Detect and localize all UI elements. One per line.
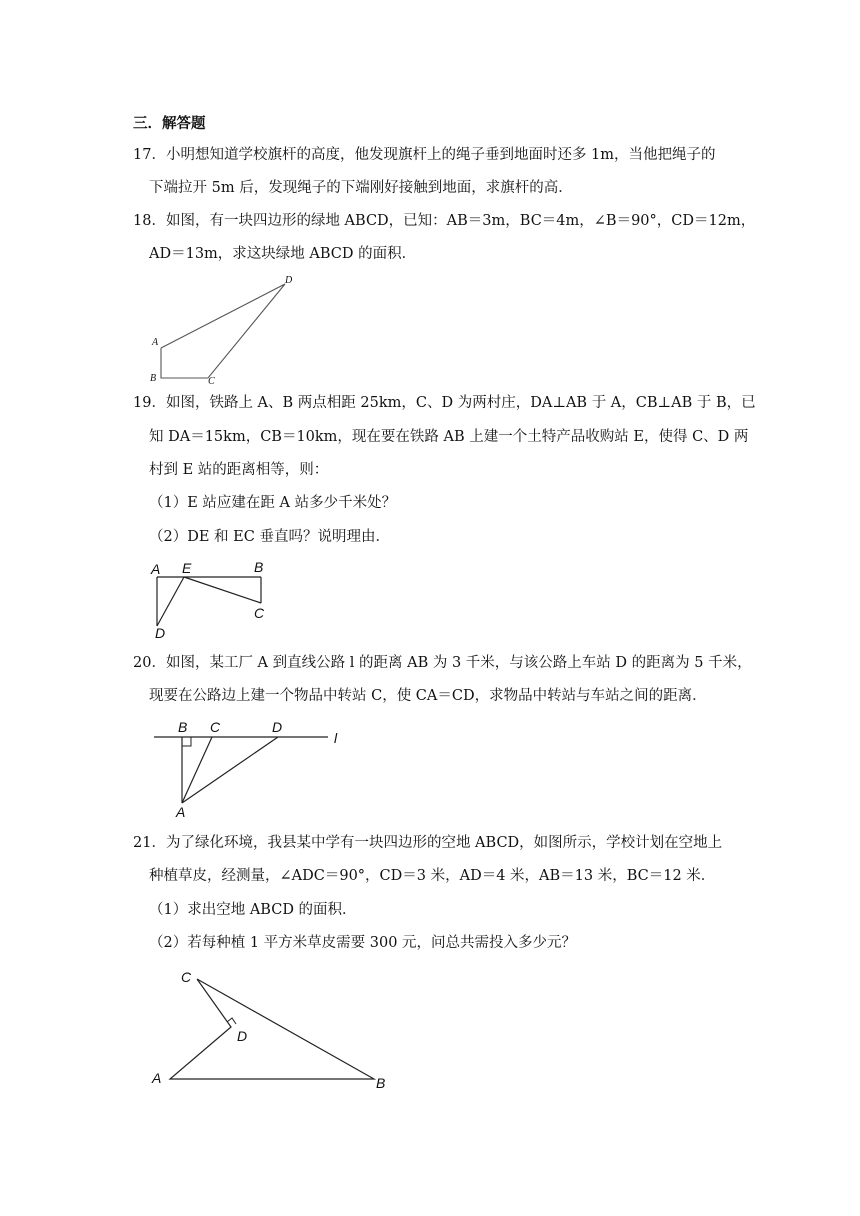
q19-line-3: 村到 E 站的距离相等，则： <box>149 462 329 478</box>
q18-label-b: B <box>150 373 157 384</box>
q20-figure <box>150 713 350 821</box>
q18-line-1: 18．如图，有一块四边形的绿地 ABCD，已知：AB＝3m，BC＝4m，∠B＝90°，CD＝12m， <box>133 213 756 229</box>
q19-label-d: D <box>155 625 166 641</box>
q18-label-d: D <box>285 275 293 286</box>
q19-line-1: 19．如图，铁路上 A、B 两点相距 25km，C、D 为两村庄，DA⊥AB 于 A，CB⊥AB 于 B，已 <box>133 395 756 411</box>
q21-sub-2: （2）若每种植 1 平方米草皮需要 300 元，问总共需投入多少元？ <box>149 935 577 951</box>
q20-label-a: A <box>176 804 186 820</box>
q20-line-1: 20．如图，某工厂 A 到直线公路 l 的距离 AB 为 3 千米，与该公路上车站 D 的距离为 5 千米， <box>133 655 752 671</box>
q21-line-2: 种植草皮，经测量，∠ADC＝90°，CD＝3 米，AD＝4 米，AB＝13 米，BC＝12 米． <box>149 868 716 884</box>
q21-line-1: 21．为了绿化环境，我县某中学有一块四边形的空地 ABCD，如图所示，学校计划在空地上 <box>133 835 723 851</box>
q21-sub-1: （1）求出空地 ABCD 的面积． <box>149 902 357 918</box>
q17-line-1: 17．小明想知道学校旗杆的高度，他发现旗杆上的绳子垂到地面时还多 1m，当他把绳子的 <box>133 147 716 163</box>
q18-label-c: C <box>208 376 215 386</box>
q18-line-2: AD＝13m，求这块绿地 ABCD 的面积． <box>149 246 417 262</box>
q21-label-b: B <box>376 1075 386 1091</box>
q19-sub-2: （2）DE 和 EC 垂直吗？说明理由． <box>149 529 390 545</box>
q20-label-l: l <box>334 730 338 746</box>
q19-label-a: A <box>151 561 161 577</box>
q19-line-2: 知 DA＝15km，CB＝10km，现在要在铁路 AB 上建一个土特产品收购站 E，使得 C、D 两 <box>149 429 749 445</box>
q21-label-d: D <box>237 1028 248 1044</box>
q18-label-a: A <box>152 337 159 348</box>
q19-figure <box>140 556 280 642</box>
q19-sub-1: （1）E 站应建在距 A 站多少千米处？ <box>149 495 397 511</box>
section-title: 三．解答题 <box>133 116 206 132</box>
q20-label-d: D <box>272 719 283 735</box>
q20-label-b: B <box>178 719 188 735</box>
q17-line-2: 下端拉开 5m 后，发现绳子的下端刚好接触到地面，求旗杆的高． <box>149 180 573 196</box>
q21-figure <box>145 962 395 1094</box>
q20-label-c: C <box>210 719 221 735</box>
q19-label-c: C <box>254 605 265 621</box>
q18-figure <box>140 270 310 386</box>
q19-label-e: E <box>182 560 192 576</box>
q21-label-a: A <box>152 1070 162 1086</box>
q19-label-b: B <box>254 559 264 575</box>
q20-line-2: 现要在公路边上建一个物品中转站 C，使 CA＝CD，求物品中转站与车站之间的距离． <box>149 688 707 704</box>
q21-label-c: C <box>181 969 192 985</box>
